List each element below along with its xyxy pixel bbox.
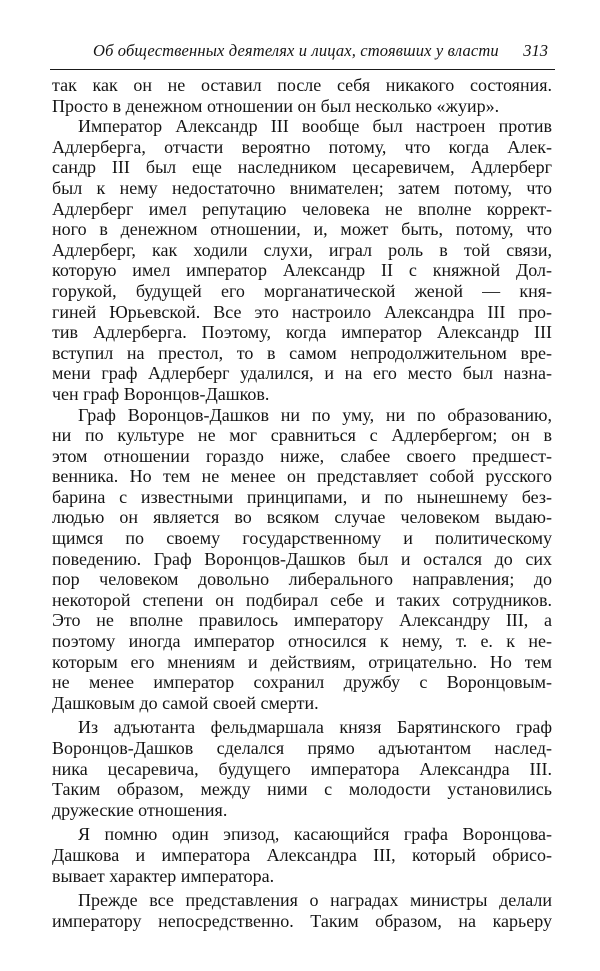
text-line: Из адъютанта фельдмаршала князя Барятинского граф [78, 717, 552, 738]
text-line: Граф Воронцов-Дашков ни по уму, ни по образованию, [78, 404, 552, 425]
header-rule [50, 69, 555, 70]
text-line: так как он не оставил после себя никакого состояния. [52, 75, 552, 95]
text-line: барина с известными принципами, и по нынешнему без- [52, 486, 552, 507]
text-line: не менее император сохранил дружбу с Воронцовым- [52, 672, 552, 693]
running-title: Об общественных деятелях и лицах, стоявших у власти [93, 41, 499, 60]
text-line: пор человеком довольно либерального направления; до [52, 569, 552, 590]
text-line: Адлерберг имел репутацию человека не вполне коррект- [52, 198, 552, 219]
text-line: ника цесаревича, будущего императора Александра III. [52, 758, 552, 779]
text-line: ного в денежном отношении, и, может быть, потому, что [52, 219, 552, 240]
text-line: вывает характер императора. [52, 865, 275, 886]
text-line: Дашковым до самой своей смерти. [52, 692, 319, 713]
text-line: Воронцов-Дашков сделался прямо адъютантом наслед- [52, 738, 552, 758]
text-line: Это не вполне правилось императору Александру III, а [52, 610, 552, 631]
text-line: поведению. Граф Воронцов-Дашков был и остался до сих [52, 548, 552, 569]
text-line: Просто в денежном отношении он был несколько «жуир». [52, 95, 500, 116]
text-line: поэтому иногда император относился к нему, т. е. к не- [52, 631, 552, 652]
text-line: которым его мнениям и действиям, отрицательно. Но тем [52, 651, 552, 672]
text-line: этом отношении гораздо ниже, слабее своего предшест- [52, 445, 552, 466]
text-line: был к нему недостаточно внимателен; затем потому, что [52, 177, 552, 198]
text-line: Дашкова и императора Александра III, который обрисо- [52, 844, 552, 865]
text-line: щимся по своему государственному и политическому [52, 528, 552, 549]
text-line: Адлерберг, как ходили слухи, играл роль в той связи, [52, 239, 552, 260]
text-line: гиней Юрьевской. Все это настроило Александра III про- [52, 301, 552, 322]
text-line: которую имел император Александр II с княжной Дол- [52, 260, 552, 281]
text-line: венника. Но тем не менее он представляет собой русского [52, 466, 552, 487]
text-line: тив Адлерберга. Поэтому, когда император Александр III [52, 322, 552, 343]
running-header [93, 40, 548, 62]
text-line: людью он является во всяком случае человеком выдаю- [52, 507, 552, 528]
text-line: Адлерберга, отчасти вероятно потому, что когда Алек- [52, 136, 552, 157]
body-text [52, 75, 552, 931]
text-line: горукой, будущей его морганатической женой — кня- [52, 280, 552, 301]
text-line: дружеские отношения. [52, 799, 228, 820]
text-line: сандр III был еще наследником цесаревичем, Адлерберг [52, 157, 552, 178]
page-number: 313 [523, 41, 548, 60]
text-line: чен граф Воронцов-Дашков. [52, 383, 270, 404]
text-line: Я помню один эпизод, касающийся графа Воронцова- [78, 824, 552, 845]
text-line: Прежде все представления о наградах министры делали [78, 890, 552, 911]
text-line: мени граф Адлерберг удалился, и на его место был назна- [52, 363, 552, 384]
text-line: Император Александр III вообще был настроен против [78, 116, 552, 137]
text-line: ни по культуре не мог сравниться с Адлербергом; он в [52, 425, 552, 446]
text-line: вступил на престол, то в самом непродолжительном вре- [52, 342, 552, 363]
text-line: некоторой степени он подбирал себе и таких сотрудников. [52, 589, 552, 610]
text-line: Таким образом, между ними с молодости установились [52, 779, 552, 800]
text-line: императору непосредственно. Таким образом, на карьеру [52, 910, 552, 931]
